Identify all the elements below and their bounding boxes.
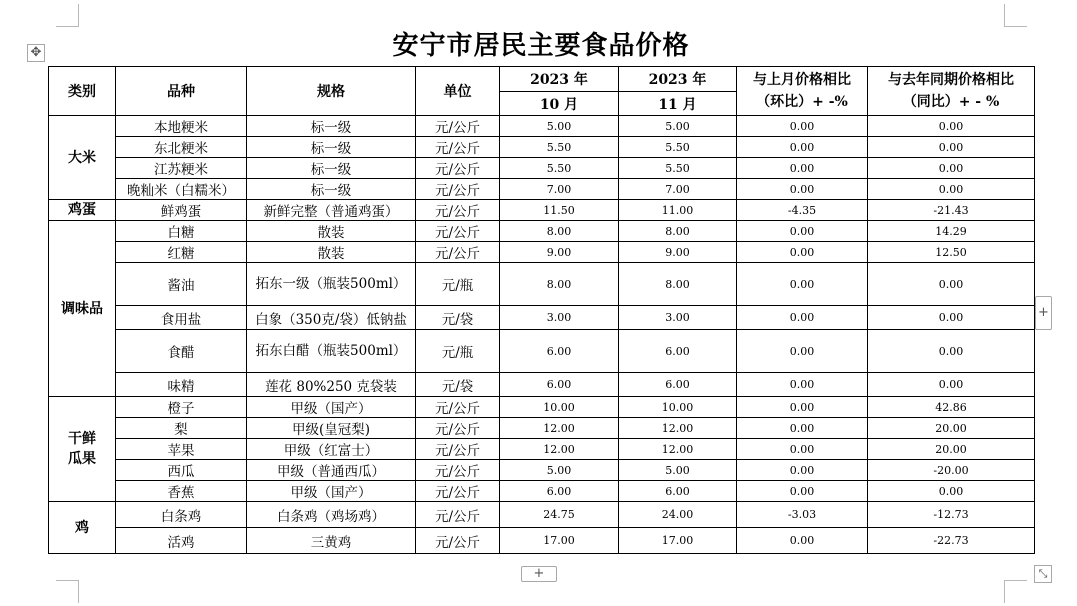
unit-cell: 元/袋 [416, 373, 500, 397]
mom-change-cell: 0.00 [737, 263, 868, 306]
yoy-change-cell: 20.00 [868, 418, 1035, 439]
unit-cell: 元/公斤 [416, 158, 500, 179]
price-nov-cell: 17.00 [619, 528, 737, 554]
price-nov-cell: 8.00 [619, 221, 737, 242]
spec-cell: 新鲜完整（普通鸡蛋） [247, 200, 416, 221]
variety-cell: 白条鸡 [116, 502, 247, 528]
mom-change-cell: 0.00 [737, 373, 868, 397]
price-oct-cell: 7.00 [500, 179, 619, 200]
table-row [49, 481, 1035, 502]
mom-change-cell: 0.00 [737, 116, 868, 137]
price-oct-cell: 17.00 [500, 528, 619, 554]
spec-cell: 标一级 [247, 158, 416, 179]
mom-change-cell: 0.00 [737, 221, 868, 242]
add-column-button[interactable] [1035, 296, 1052, 330]
price-nov-cell: 9.00 [619, 242, 737, 263]
yoy-change-cell: 0.00 [868, 481, 1035, 502]
price-oct-cell: 5.00 [500, 116, 619, 137]
yoy-change-cell: 0.00 [868, 330, 1035, 373]
price-oct-cell: 5.00 [500, 460, 619, 481]
spec-cell: 拓东白醋（瓶装500ml） [247, 330, 416, 373]
price-nov-cell: 6.00 [619, 373, 737, 397]
price-nov-cell: 12.00 [619, 418, 737, 439]
unit-cell: 元/公斤 [416, 439, 500, 460]
unit-cell: 元/公斤 [416, 418, 500, 439]
header-mom [737, 67, 868, 116]
table-row [49, 158, 1035, 179]
category-cell: 大米 [49, 116, 116, 200]
header-yoy-line2: （同比）+ - % [902, 94, 1000, 110]
unit-cell: 元/公斤 [416, 242, 500, 263]
price-oct-cell: 3.00 [500, 306, 619, 330]
spec-cell: 标一级 [247, 179, 416, 200]
unit-cell: 元/公斤 [416, 481, 500, 502]
unit-cell: 元/公斤 [416, 200, 500, 221]
header-unit: 单位 [416, 67, 500, 116]
price-nov-cell: 12.00 [619, 439, 737, 460]
yoy-change-cell: 20.00 [868, 439, 1035, 460]
spec-cell: 标一级 [247, 116, 416, 137]
unit-cell: 元/公斤 [416, 528, 500, 554]
mom-change-cell: 0.00 [737, 306, 868, 330]
variety-cell: 本地粳米 [116, 116, 247, 137]
yoy-change-cell: 0.00 [868, 306, 1035, 330]
table-row [49, 221, 1035, 242]
price-nov-cell: 6.00 [619, 481, 737, 502]
table-row [49, 242, 1035, 263]
price-nov-cell: 5.50 [619, 158, 737, 179]
unit-cell: 元/公斤 [416, 397, 500, 418]
header-spec: 规格 [247, 67, 416, 116]
unit-cell: 元/瓶 [416, 263, 500, 306]
price-table-body [49, 116, 1035, 554]
table-row [49, 137, 1035, 158]
mom-change-cell: 0.00 [737, 158, 868, 179]
variety-cell: 橙子 [116, 397, 247, 418]
variety-cell: 食用盐 [116, 306, 247, 330]
category-cell: 鸡 [49, 502, 116, 554]
unit-cell: 元/公斤 [416, 137, 500, 158]
spec-cell: 拓东一级（瓶装500ml） [247, 263, 416, 306]
spec-cell: 白象（350克/袋）低钠盐 [247, 306, 416, 330]
variety-cell: 味精 [116, 373, 247, 397]
yoy-change-cell: -22.73 [868, 528, 1035, 554]
header-yoy [868, 67, 1035, 116]
spec-cell: 甲级（普通西瓜） [247, 460, 416, 481]
spec-cell: 莲花 80%250 克袋装 [247, 373, 416, 397]
yoy-change-cell: 12.50 [868, 242, 1035, 263]
header-yoy-line1: 与去年同期价格相比 [888, 72, 1014, 88]
spec-cell: 甲级（国产） [247, 481, 416, 502]
plus-icon: + [1038, 305, 1049, 320]
variety-cell: 鲜鸡蛋 [116, 200, 247, 221]
unit-cell: 元/公斤 [416, 116, 500, 137]
resize-icon: ⤡ [1038, 567, 1048, 580]
table-row [49, 306, 1035, 330]
mom-change-cell: 0.00 [737, 460, 868, 481]
price-nov-cell: 3.00 [619, 306, 737, 330]
page-title: 安宁市居民主要食品价格 [392, 31, 690, 61]
mom-change-cell: 0.00 [737, 418, 868, 439]
header-mom-line2: （环比）+ -% [756, 94, 848, 110]
plus-icon: + [533, 566, 545, 581]
variety-cell: 白糖 [116, 221, 247, 242]
unit-cell: 元/公斤 [416, 460, 500, 481]
price-oct-cell: 6.00 [500, 330, 619, 373]
table-move-handle[interactable] [27, 44, 45, 62]
header-year-nov: 2023 年 [619, 67, 737, 92]
unit-cell: 元/袋 [416, 306, 500, 330]
variety-cell: 香蕉 [116, 481, 247, 502]
table-row [49, 528, 1035, 554]
yoy-change-cell: 14.29 [868, 221, 1035, 242]
variety-cell: 红糖 [116, 242, 247, 263]
header-month-oct: 10 月 [500, 92, 619, 116]
variety-cell: 活鸡 [116, 528, 247, 554]
mom-change-cell: 0.00 [737, 397, 868, 418]
category-cell: 鸡蛋 [49, 200, 116, 221]
table-row [49, 179, 1035, 200]
price-nov-cell: 8.00 [619, 263, 737, 306]
price-oct-cell: 24.75 [500, 502, 619, 528]
unit-cell: 元/公斤 [416, 221, 500, 242]
yoy-change-cell: -20.00 [868, 460, 1035, 481]
table-row [49, 330, 1035, 373]
variety-cell: 食醋 [116, 330, 247, 373]
header-mom-line1: 与上月价格相比 [753, 72, 851, 88]
page-corner-mark-top-left [56, 4, 79, 27]
mom-change-cell: 0.00 [737, 330, 868, 373]
price-oct-cell: 11.50 [500, 200, 619, 221]
yoy-change-cell: 0.00 [868, 373, 1035, 397]
price-nov-cell: 7.00 [619, 179, 737, 200]
mom-change-cell: 0.00 [737, 481, 868, 502]
price-nov-cell: 5.00 [619, 116, 737, 137]
header-year-oct: 2023 年 [500, 67, 619, 92]
yoy-change-cell: 0.00 [868, 179, 1035, 200]
variety-cell: 西瓜 [116, 460, 247, 481]
price-oct-cell: 6.00 [500, 373, 619, 397]
price-oct-cell: 8.00 [500, 221, 619, 242]
table-row [49, 460, 1035, 481]
table-resize-handle[interactable] [1034, 565, 1052, 583]
price-oct-cell: 12.00 [500, 418, 619, 439]
unit-cell: 元/公斤 [416, 179, 500, 200]
variety-cell: 苹果 [116, 439, 247, 460]
mom-change-cell: 0.00 [737, 439, 868, 460]
price-oct-cell: 9.00 [500, 242, 619, 263]
mom-change-cell: 0.00 [737, 242, 868, 263]
variety-cell: 梨 [116, 418, 247, 439]
variety-cell: 晚籼米（白糯米） [116, 179, 247, 200]
table-row [49, 397, 1035, 418]
add-row-button[interactable] [521, 566, 557, 582]
category-cell: 干鲜 瓜果 [49, 397, 116, 502]
page-corner-mark-top-right [1004, 4, 1027, 27]
unit-cell: 元/瓶 [416, 330, 500, 373]
header-variety: 品种 [116, 67, 247, 116]
table-row [49, 116, 1035, 137]
mom-change-cell: 0.00 [737, 137, 868, 158]
page-corner-mark-bottom-right [1004, 580, 1027, 603]
yoy-change-cell: 0.00 [868, 116, 1035, 137]
spec-cell: 甲级(皇冠梨) [247, 418, 416, 439]
yoy-change-cell: -21.43 [868, 200, 1035, 221]
variety-cell: 东北粳米 [116, 137, 247, 158]
price-nov-cell: 11.00 [619, 200, 737, 221]
spec-cell: 三黄鸡 [247, 528, 416, 554]
price-oct-cell: 8.00 [500, 263, 619, 306]
spec-cell: 散装 [247, 221, 416, 242]
variety-cell: 酱油 [116, 263, 247, 306]
yoy-change-cell: 0.00 [868, 158, 1035, 179]
spec-cell: 标一级 [247, 137, 416, 158]
price-oct-cell: 5.50 [500, 158, 619, 179]
header-month-nov: 11 月 [619, 92, 737, 116]
table-row [49, 373, 1035, 397]
spec-cell: 甲级（国产） [247, 397, 416, 418]
price-oct-cell: 5.50 [500, 137, 619, 158]
variety-cell: 江苏粳米 [116, 158, 247, 179]
table-row [49, 502, 1035, 528]
table-row [49, 200, 1035, 221]
spec-cell: 白条鸡（鸡场鸡） [247, 502, 416, 528]
category-cell: 调味品 [49, 221, 116, 397]
yoy-change-cell: 42.86 [868, 397, 1035, 418]
price-table [48, 66, 1035, 554]
mom-change-cell: 0.00 [737, 528, 868, 554]
price-nov-cell: 10.00 [619, 397, 737, 418]
price-nov-cell: 24.00 [619, 502, 737, 528]
mom-change-cell: -4.35 [737, 200, 868, 221]
table-row [49, 263, 1035, 306]
yoy-change-cell: 0.00 [868, 263, 1035, 306]
price-oct-cell: 12.00 [500, 439, 619, 460]
price-oct-cell: 10.00 [500, 397, 619, 418]
price-oct-cell: 6.00 [500, 481, 619, 502]
header-category: 类别 [49, 67, 116, 116]
table-row [49, 418, 1035, 439]
page-corner-mark-bottom-left [56, 580, 79, 603]
yoy-change-cell: 0.00 [868, 137, 1035, 158]
table-row [49, 439, 1035, 460]
spec-cell: 散装 [247, 242, 416, 263]
unit-cell: 元/公斤 [416, 502, 500, 528]
price-nov-cell: 5.50 [619, 137, 737, 158]
spec-cell: 甲级（红富士） [247, 439, 416, 460]
mom-change-cell: 0.00 [737, 179, 868, 200]
price-nov-cell: 6.00 [619, 330, 737, 373]
move-icon: ✥ [30, 45, 42, 60]
price-nov-cell: 5.00 [619, 460, 737, 481]
mom-change-cell: -3.03 [737, 502, 868, 528]
yoy-change-cell: -12.73 [868, 502, 1035, 528]
